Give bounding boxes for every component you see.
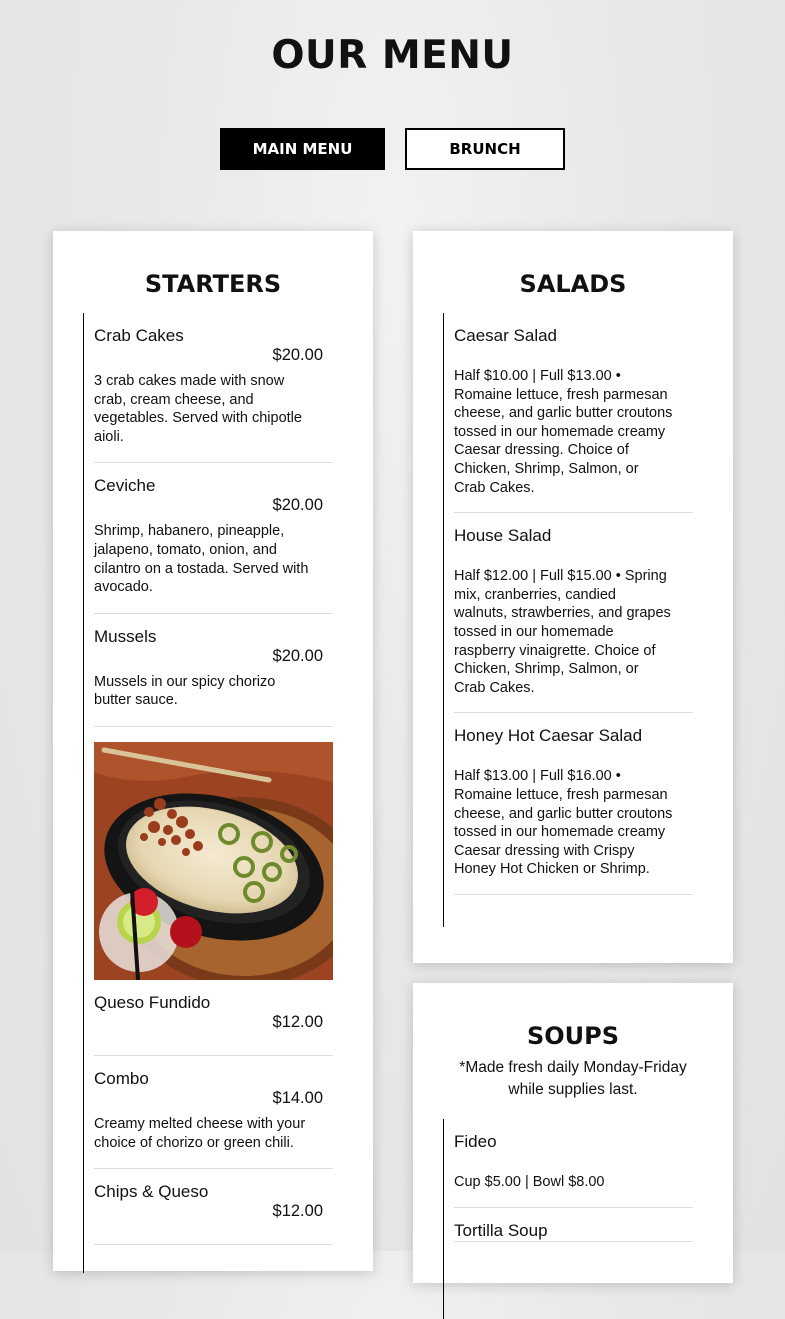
soups-list bbox=[443, 1119, 694, 1319]
page-title: OUR MENU bbox=[271, 33, 514, 78]
item-price: $20.00 bbox=[272, 346, 323, 364]
menu-item-combo bbox=[94, 1056, 333, 1169]
item-description: Shrimp, habanero, pineapple, jalapeno, tomato, onion, and cilantro on a tostada. Served with avocado. bbox=[94, 523, 309, 596]
item-name: Fideo bbox=[454, 1132, 497, 1151]
item-description: Half $12.00 | Full $15.00 • Spring mix, cranberries, candied walnuts, strawberries, and grapes tossed in our homemade raspberry vinaigrette. Choice of Chicken, Shrimp, Salmon, or Crab Cakes. bbox=[454, 568, 671, 696]
soups-note: *Made fresh daily Monday-Friday while supplies last. bbox=[459, 1059, 687, 1098]
menu-item-honey-hot-caesar-salad bbox=[454, 713, 693, 895]
item-name: Mussels bbox=[94, 626, 157, 646]
soups-card bbox=[413, 983, 733, 1283]
tab-main-menu[interactable]: MAIN MENU bbox=[220, 128, 385, 170]
item-name: Tortilla Soup bbox=[454, 1220, 548, 1240]
item-description: Half $10.00 | Full $13.00 • Romaine lettuce, fresh parmesan cheese, and garlic butter croutons tossed in our homemade creamy Caesar dressing. Choice of Chicken, Shrimp, Salmon, or Crab Cakes. bbox=[454, 368, 673, 496]
item-description: Creamy melted cheese with your choice of chorizo or green chili. bbox=[94, 1115, 306, 1151]
item-price: $20.00 bbox=[272, 646, 323, 665]
starters-card bbox=[53, 231, 373, 1271]
item-description: 3 crab cakes made with snow crab, cream cheese, and vegetables. Served with chipotle aioli. bbox=[94, 373, 302, 445]
item-name: Combo bbox=[94, 1068, 149, 1088]
menu-item-chips-queso bbox=[94, 1169, 333, 1245]
tab-brunch[interactable]: BRUNCH bbox=[405, 128, 565, 170]
item-name: Crab Cakes bbox=[94, 326, 184, 345]
item-price: $20.00 bbox=[272, 496, 323, 515]
menu-item-queso-fundido bbox=[94, 980, 333, 1056]
menu-item-crab-cakes bbox=[94, 313, 333, 463]
menu-item-house-salad bbox=[454, 513, 693, 713]
menu-item-caesar-salad bbox=[454, 313, 693, 513]
item-price: $12.00 bbox=[272, 1012, 323, 1031]
item-description: Mussels in our spicy chorizo butter sauce. bbox=[94, 673, 276, 709]
soups-heading: SOUPS bbox=[526, 1022, 620, 1050]
menu-item-ceviche bbox=[94, 463, 333, 613]
queso-fundido-photo bbox=[94, 742, 333, 980]
salads-list bbox=[443, 313, 694, 927]
item-name: Chips & Queso bbox=[94, 1182, 209, 1202]
menu-item-tortilla-soup bbox=[454, 1208, 693, 1242]
item-price: $12.00 bbox=[272, 1202, 323, 1221]
salads-heading: SALADS bbox=[519, 270, 627, 298]
menu-item-mussels bbox=[94, 614, 333, 727]
item-description: Half $13.00 | Full $16.00 • Romaine lettuce, fresh parmesan cheese, and garlic butter croutons tossed in our homemade creamy Caesar dressing with Crispy Honey Hot Chicken or Shrimp. bbox=[454, 768, 673, 878]
menu-item-fideo bbox=[454, 1119, 693, 1208]
queso-dish-illustration bbox=[94, 742, 333, 980]
item-name: Queso Fundido bbox=[94, 992, 211, 1012]
starters-list bbox=[83, 313, 334, 1273]
item-name: House Salad bbox=[454, 526, 552, 546]
item-name: Honey Hot Caesar Salad bbox=[454, 726, 643, 746]
item-description: Cup $5.00 | Bowl $8.00 bbox=[454, 1174, 605, 1190]
salads-card bbox=[413, 231, 733, 963]
item-price: $14.00 bbox=[272, 1088, 323, 1107]
item-name: Ceviche bbox=[94, 476, 156, 496]
item-name: Caesar Salad bbox=[454, 326, 558, 345]
starters-heading: STARTERS bbox=[144, 270, 282, 298]
